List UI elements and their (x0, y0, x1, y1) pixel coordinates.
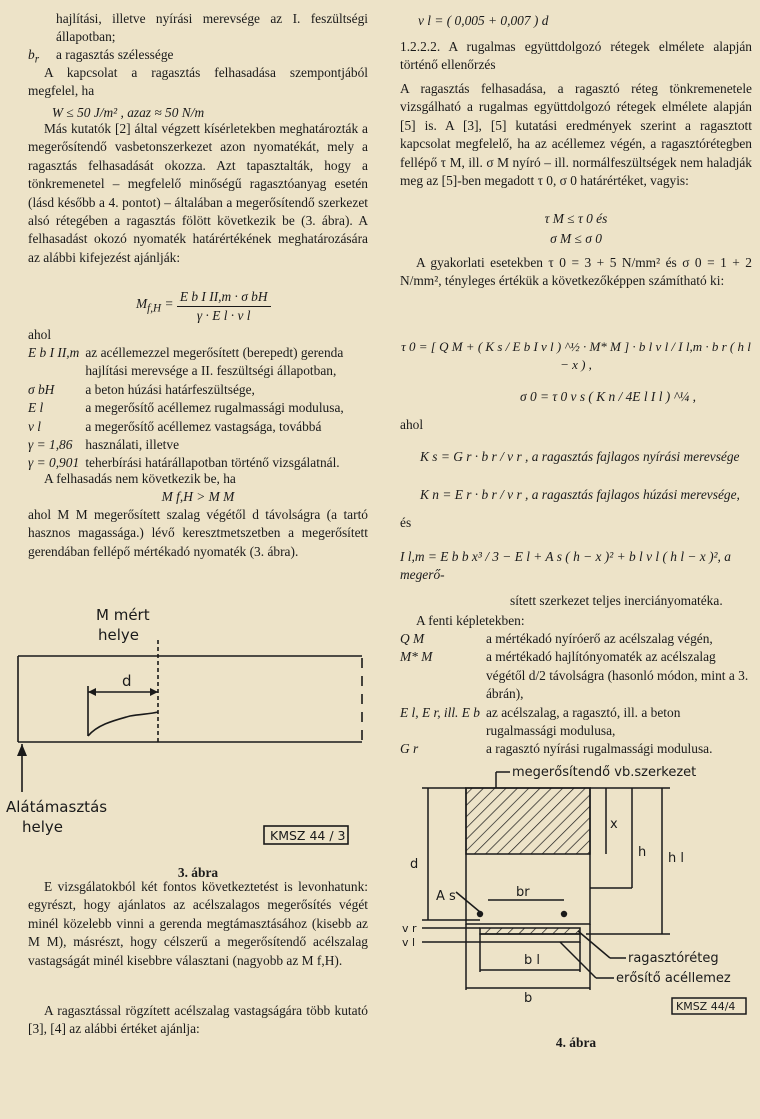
definition-row: γ = 1,86 használati, illetve (28, 437, 180, 453)
br-text: a ragasztás szélessége (56, 47, 174, 62)
definition-row: G r a ragasztó nyírási rugalmassági modulusa. (400, 741, 713, 757)
equation-tau-condition: τ M ≤ τ 0 és (544, 211, 608, 226)
label-d: d (122, 672, 132, 690)
label-br: br (516, 885, 530, 900)
rebar-right (561, 911, 567, 917)
paragraph-continuation: hajlítási, illetve nyírási merevsége az I. feszültségi állapotban; (56, 11, 368, 45)
paragraph-2: Más kutatók [2] által végzett kísérletekben meghatározták a megerősítendő vasbetonszerkezet azon nyomatékát, mely a ragasztás felhasadását okozza. Azt tapasztalták, hogy a tönkremenetel – megfelelő minőségű ragasztóanyag esetén (lásd később a 4. pontot) – általában a megerősítendő szerkezet alsó rétegében a ragasztás fölött következik be (3. ábra). A felhasadást okozó nyomaték határértékének meghatározására az alábbi kifejezést ajánlják: (28, 121, 368, 265)
figure-4 (400, 758, 752, 1028)
definition-row: E b I II,m az acéllemezzel megerősített (berepedt) gerenda hajlítási merevsége a II. feszültségi állapotban, (28, 345, 344, 379)
equation-fraction: $\frac{\text{E b I II,m · σ bH}}{\text{γ · E l · v l}}$ (177, 288, 271, 326)
es-label: és (400, 515, 412, 530)
section-heading: 1.2.2.2. A rugalmas együttdolgozó rétegek elmélete alapján történő ellenőrzés (400, 39, 752, 73)
label-alat-helye: helye (22, 818, 64, 836)
definition-row: γ = 0,901 teherbírási határállapotban történő vizsgálatnál. (28, 455, 340, 471)
equation-mfh: $M_{f,H}$ = $\frac{\text{E b I II,m · σ bH}}{\text{γ · E l · v l}}$ (136, 288, 336, 326)
label-vl: v l (402, 936, 416, 949)
steel-plate (480, 934, 580, 942)
ahol-label-right: ahol (400, 417, 424, 432)
label-hl: h l (668, 851, 684, 866)
stamp-text: KMSZ 44 / 3 (270, 828, 346, 843)
paragraph-r3: sített szerkezet teljes inerciányomatéka. (510, 593, 723, 608)
figure-3 (6, 596, 376, 866)
paragraph-6: A ragasztással rögzített acélszalag vastagságára több kutató [3], [4] az alábbi értéket ajánlja: (28, 1003, 368, 1037)
label-ragasztoreteg: ragasztóréteg (628, 951, 719, 966)
paragraph-3: A felhasadás nem következik be, ha (44, 471, 236, 486)
crack-line (88, 712, 158, 736)
equation-kn: K n = E r · b r / v r , a ragasztás fajlagos húzási merevsége, (420, 487, 740, 502)
ahol-label: ahol (28, 327, 52, 342)
definitions-list-right (400, 630, 752, 759)
equation-ks: K s = G r · b r / v r , a ragasztás fajlagos nyírási merevsége (420, 449, 740, 464)
definitions-list-left (28, 344, 368, 473)
equation-vl: v l = ( 0,005 + 0,007 ) d (418, 13, 549, 28)
label-vr: v r (402, 922, 417, 935)
equation-w: W ≤ 50 J/m² , azaz ≈ 50 N/m (51, 105, 205, 120)
br-symbol: $b_r$ (28, 47, 40, 66)
d-arrow-left (88, 688, 96, 696)
figure-3-caption: 3. ábra (177, 865, 219, 880)
definition-row: σ bH a beton húzási határfeszültsége, (28, 381, 255, 397)
paragraph-4: ahol M M megerősített szalag végétől d távolságra (a tartó hasznos magassága.) lévő keresztmetszetben a megerősített gerendában fellépő mértékadó nyomaték (3. ábra). (28, 507, 368, 559)
definition-row: E l a megerősítő acéllemez rugalmassági modulusa, (28, 400, 344, 416)
equation-tau0: τ 0 = [ Q M + ( K s / E b I v l ) ^½ · M* M ] · b l v l / I l,m · b r ( h l − x ) , (401, 339, 751, 373)
label-b: b (524, 991, 533, 1006)
d-arrow-right (150, 688, 158, 696)
label-alatamasztas: Alátámasztás (6, 798, 108, 816)
compression-zone (466, 788, 590, 854)
label-vb-szerkezet: megerősítendő vb.szerkezet (512, 765, 697, 780)
label-x: x (610, 817, 618, 832)
paragraph-r2: A gyakorlati esetekben τ 0 = 3 + 5 N/mm² és σ 0 = 1 + 2 N/mm², tényleges értékük a következőképpen számítható ki: (400, 255, 752, 289)
equation-ilm: I l,m = E b b x³ / 3 − E l + A s ( h − x )² + b l v l ( h l − x )², a megerő- (400, 549, 731, 583)
definition-row: v l a megerősítő acéllemez vastagsága, továbbá (28, 418, 322, 434)
adhesive-layer (480, 928, 580, 934)
paragraph-r4: A fenti képletekben: (416, 613, 525, 628)
leader-adhesive (578, 931, 610, 958)
label-m-helye: helye (98, 626, 140, 644)
label-h: h (638, 845, 647, 860)
equation-sigma0: σ 0 = τ 0 v s ( K n / 4E l I l ) ^¼ , (520, 389, 696, 404)
paragraph-1: A kapcsolat a ragasztás felhasadása szempontjából megfelel, ha (28, 65, 368, 99)
rebar-left (477, 911, 483, 917)
label-d-fig4: d (410, 857, 419, 872)
label-bl: b l (524, 953, 540, 968)
equation-sigma-condition: σ M ≤ σ 0 (550, 231, 602, 246)
support-arrow-head (17, 744, 27, 756)
paragraph-5: E vizsgálatokból két fontos következtetést is levonhatunk: egyrészt, hogy ajánlatos az acélszalagos megerősítés végét minél közelebb vinni a gerenda megtámasztásához (kisebb az M M), másrészt, hogy célszerű a megerősítendő acélszalag vastagságát minél kisebbre választani (nagyobb az M f,H). (28, 879, 368, 968)
label-m-mert: M mért (96, 606, 150, 624)
definition-row: E l, E r, ill. E b az acélszalag, a ragasztó, ill. a beton rugalmassági modulusa, (400, 704, 681, 739)
label-erosito: erősítő acéllemez (616, 971, 731, 986)
figure-4-caption: 4. ábra (555, 1035, 597, 1050)
definition-row: Q M a mértékadó nyíróerő az acélszalag végén, (400, 631, 713, 646)
leader-as (456, 892, 480, 912)
stamp-text-4: KMSZ 44/4 (676, 1000, 736, 1013)
label-as: A s (436, 889, 456, 904)
equation-condition: M f,H > M M (161, 489, 235, 504)
definition-row: M* M a mértékadó hajlítónyomaték az acélszalag végétől d/2 távolságra (hasonló módon, mint a 3. ábrán), (400, 649, 749, 702)
paragraph-r1: A ragasztás felhasadása, a ragasztó réteg tönkremenetele vizsgálható a rugalmas együttdolgozó rétegek elmélete alapján [5] is. A [3], [5] kutatási eredmények szerint a ragasztott kapcsolat megfelelő, ha az acéllemez végén, a ragasztórétegben fellépő τ M, ill. σ M nyíró – ill. normálfeszültségek nem haladják meg az [5]-ben megadott τ 0, σ 0 határértéket, vagyis: (400, 81, 752, 189)
